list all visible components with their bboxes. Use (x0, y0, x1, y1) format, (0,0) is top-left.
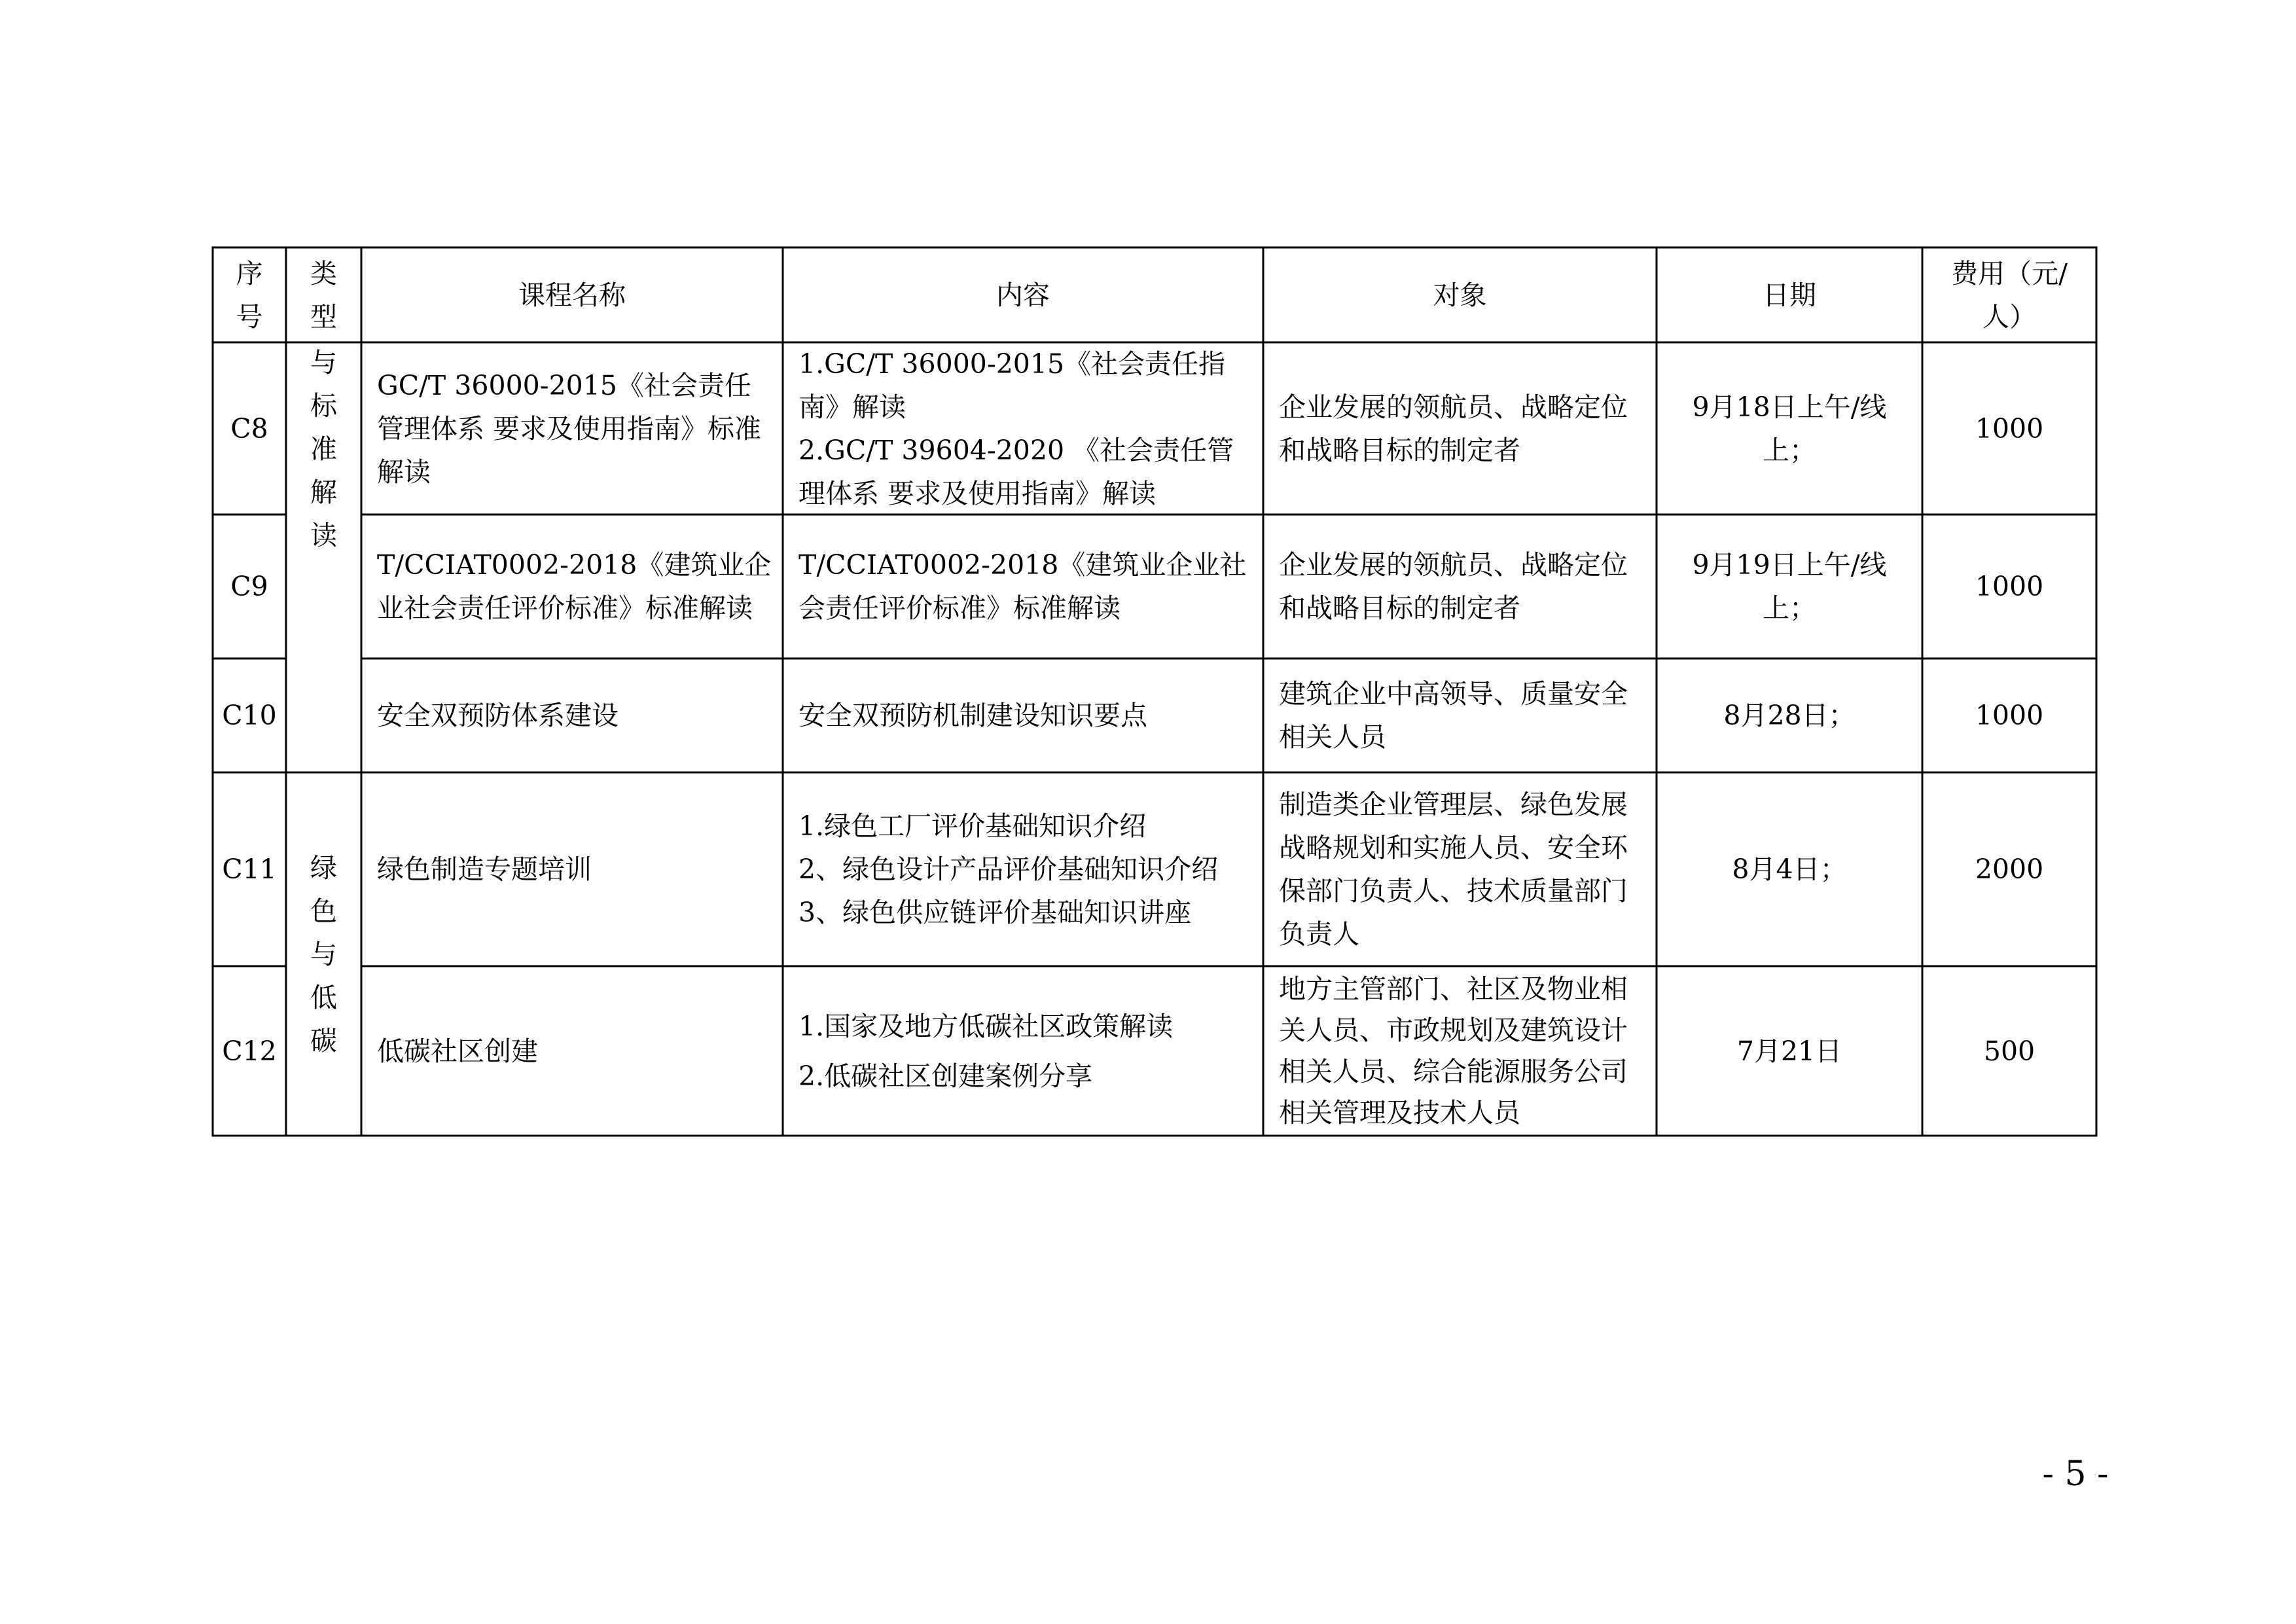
table-row-fee: 1000 (1975, 700, 2044, 731)
table-row-content: T/CCIAT0002-2018《建筑业企业社会责任评价标准》标准解读 (798, 549, 1247, 624)
table-row-fee: 500 (1983, 1035, 2036, 1067)
header-course (361, 247, 783, 342)
header-seq (213, 247, 286, 342)
header-type-label: 类 型 (310, 257, 337, 333)
table-row-content: 1.绿色工厂评价基础知识介绍 2、绿色设计产品评价基础知识介绍 3、绿色供应链评价基础知识讲座 (798, 810, 1219, 928)
header-seq-label: 序 号 (236, 257, 263, 333)
table-row-seq: C12 (222, 1035, 277, 1067)
header-date (1657, 247, 1922, 342)
table-row-course: 绿色制造专题培训 (377, 854, 592, 885)
table-row-content: 1.国家及地方低碳社区政策解读 2.低碳社区创建案例分享 (798, 1010, 1174, 1092)
type-green-label: 绿 色 与 低 碳 (310, 852, 337, 1056)
header-course-label: 课程名称 (518, 279, 626, 311)
table-row-fee: 2000 (1975, 854, 2044, 885)
table-row-course: GC/T 36000-2015《社会责任管理体系 要求及使用指南》标准解读 (377, 369, 762, 488)
table-row-date: 8月4日； (1732, 854, 1847, 885)
type-green (286, 772, 361, 1136)
header-content (783, 247, 1263, 342)
table-row-course: 安全双预防体系建设 (377, 700, 619, 731)
table-row-seq: C9 (230, 571, 268, 602)
table-row-date: 9月18日上午/线上； (1692, 391, 1887, 466)
table-row-audience: 地方主管部门、社区及物业相关人员、市政规划及建筑设计相关人员、综合能源服务公司相关管理及技术人员 (1279, 973, 1628, 1128)
table-row-course: 低碳社区创建 (377, 1035, 538, 1067)
table-row-fee: 1000 (1975, 571, 2044, 602)
table-row-audience: 建筑企业中高领导、质量安全相关人员 (1279, 678, 1628, 753)
page-number: - 5 - (2042, 1454, 2109, 1494)
type-standards-label: 与 标 准 解 读 (310, 347, 337, 551)
header-audience (1263, 247, 1657, 342)
table-row-content: 1.GC/T 36000-2015《社会责任指南》解读 2.GC/T 39604-2020 《社会责任管理体系 要求及使用指南》解读 (798, 348, 1234, 509)
header-fee-label: 费用（元/ 人） (1951, 257, 2068, 333)
table-row-seq: C10 (222, 700, 277, 731)
type-standards (286, 342, 361, 556)
table-row-seq: C8 (230, 412, 268, 444)
table-row-content: 安全双预防机制建设知识要点 (798, 700, 1147, 731)
header-audience-label: 对象 (1433, 279, 1487, 311)
table-row-date: 7月21日 (1736, 1035, 1842, 1067)
table-row-date: 8月28日； (1723, 700, 1856, 731)
table-row-seq: C11 (222, 854, 277, 885)
table-row-audience: 制造类企业管理层、绿色发展战略规划和实施人员、安全环保部门负责人、技术质量部门负责人 (1279, 789, 1628, 950)
table-row-course: T/CCIAT0002-2018《建筑业企业社会责任评价标准》标准解读 (377, 549, 772, 624)
header-type (286, 247, 361, 342)
header-fee (1922, 247, 2096, 342)
header-date-label: 日期 (1763, 279, 1816, 311)
table-row-audience: 企业发展的领航员、战略定位和战略目标的制定者 (1279, 391, 1628, 466)
table-row-date: 9月19日上午/线上； (1692, 549, 1887, 624)
table-row-audience: 企业发展的领航员、战略定位和战略目标的制定者 (1279, 549, 1628, 624)
header-content-label: 内容 (996, 279, 1050, 311)
table-row-fee: 1000 (1975, 412, 2044, 444)
